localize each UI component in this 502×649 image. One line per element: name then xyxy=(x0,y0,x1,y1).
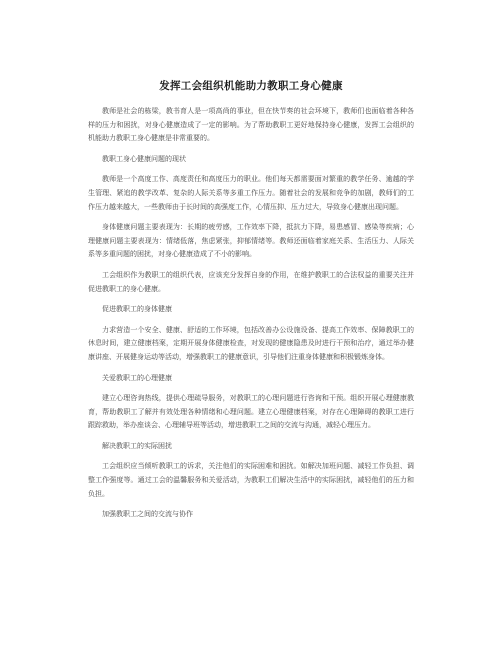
section-heading: 关爱教职工的心理健康 xyxy=(102,373,172,382)
body-paragraph: 工会组织应当倾听教职工的诉求，关注他们的实际困难和困扰。如解决加班问题、减轻工作负担、调整工作强度等。通过工会的温馨服务和关爱活动，为教职工们解决生活中的实际困扰，减轻他们的压力和负担。 xyxy=(88,462,414,498)
body-paragraph: 教师是一个高度工作、高度责任和高度压力的职业。他们每天都需要面对繁重的教学任务、逾越的学生管理、紧追的教学改革、复杂的人际关系等多重工作压力。随着社会的发展和竞争的加剧，教师们的工作压力越来越大，一些教师由于长时间的高强度工作，心情压抑、压力过大，导致身心健康出现问题。 xyxy=(88,175,414,211)
section-heading: 加强教职工之间的交流与协作 xyxy=(102,510,193,519)
section-heading: 促进教职工的身体健康 xyxy=(102,305,172,314)
document-title: 发挥工会组织机能助力教职工身心健康 xyxy=(159,80,343,92)
section-heading: 解决教职工的实际困扰 xyxy=(102,441,172,450)
body-paragraph: 教师是社会的栋梁，教书育人是一项高尚的事业，但在快节奏的社会环境下，教师们也面临着各种各样的压力和困扰，对身心健康造成了一定的影响。为了帮助教职工更好地保持身心健康，发挥工会组织的机能助力教职工身心健康是非常重要的。 xyxy=(88,107,414,143)
body-paragraph: 力求营造一个安全、健康、舒适的工作环境，包括改善办公设施设备、提高工作效率、保障教职工的休息时间，建立健康档案，定期开展身体健康检查，对发现的健康隐患及时进行干预和治疗，通过举办健康讲座、开展健身运动等活动，增强教职工的健康意识，引导他们注重身体健康和积极锻炼身体。 xyxy=(88,325,414,361)
section-heading: 教职工身心健康问题的现状 xyxy=(102,154,186,163)
body-paragraph: 工会组织作为教职工的组织代表，应该充分发挥自身的作用，在维护教职工的合法权益的重要关注并促进教职工的身心健康。 xyxy=(88,270,414,293)
body-paragraph: 建立心理咨询热线，提供心理疏导服务，对教职工的心理问题进行咨询和干预。组织开展心理健康教育，帮助教职工了解并有效处理各种情绪和心理问题。建立心理健康档案，对存在心理障碍的教职工进行跟踪救助，举办座谈会、心理辅导班等活动，增进教职工之间的交流与沟通，减轻心理压力。 xyxy=(88,394,414,430)
document-body xyxy=(88,105,414,522)
body-paragraph: 身体健康问题主要表现为：长期的疲劳感，工作效率下降，抵抗力下降，易患感冒、感染等疾病；心理健康问题主要表现为：情绪低落，焦虑紧张，抑郁情绪等。教师还面临着家庭关系、生活压力、人际关系等多重问题的困扰，对身心健康造成了不小的影响。 xyxy=(88,223,414,259)
